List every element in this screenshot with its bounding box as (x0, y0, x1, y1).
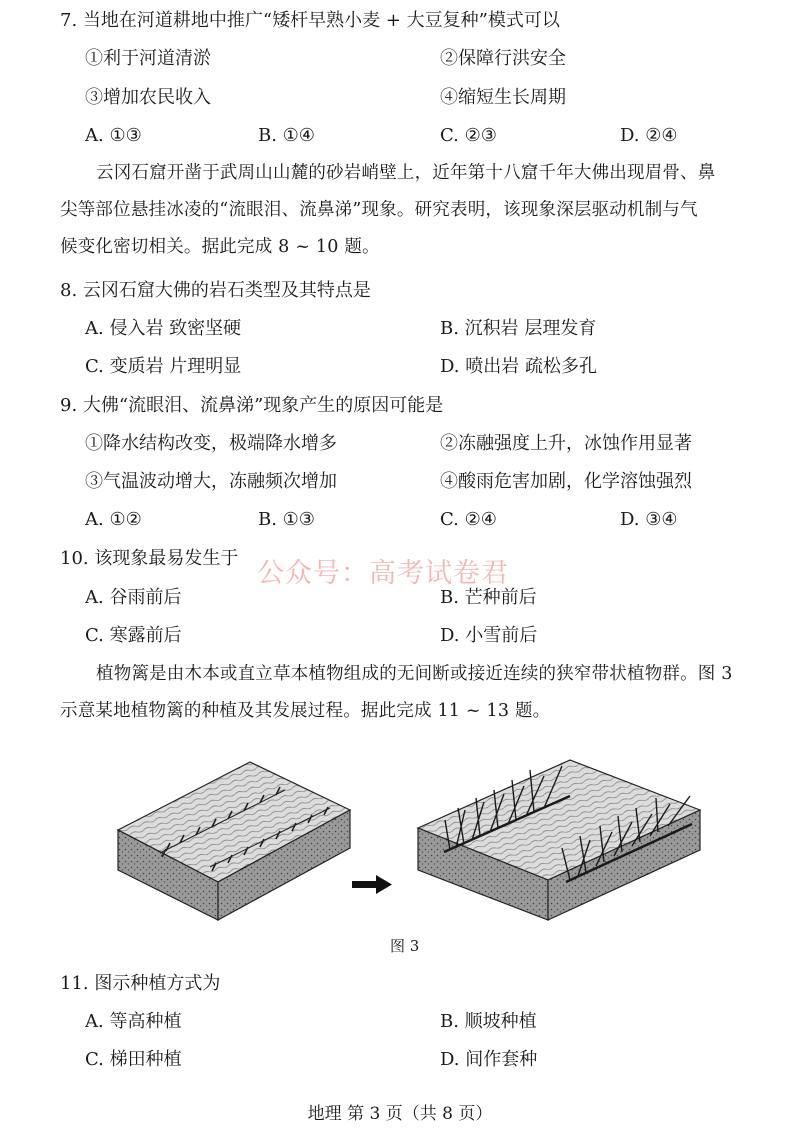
q11-option-d: D. 间作套种 (440, 1049, 538, 1070)
q8-option-a: A. 侵入岩 致密坚硬 (85, 318, 242, 339)
q10-option-d: D. 小雪前后 (440, 625, 538, 646)
block-diagram-initial (118, 762, 350, 920)
q9-stem: 9. 大佛“流眼泪、流鼻涕”现象产生的原因可能是 (60, 395, 444, 416)
q7-option-a: A. ①③ (85, 125, 142, 146)
passage-hedgerow (60, 656, 760, 730)
q11-option-a: A. 等高种植 (85, 1011, 182, 1032)
q9-option-d: D. ③④ (620, 509, 678, 530)
q7-option-c: C. ②③ (440, 125, 497, 146)
q9-statement-4: ④酸雨危害加剧，化学溶蚀强烈 (440, 471, 692, 492)
q7-option-b: B. ①④ (258, 125, 315, 146)
q7-statement-2: ②保障行洪安全 (440, 48, 566, 69)
q10-option-b: B. 芒种前后 (440, 587, 537, 608)
q7-option-d: D. ②④ (620, 125, 678, 146)
q11-option-b: B. 顺坡种植 (440, 1011, 537, 1032)
passage-line: 云冈石窟开凿于武周山山麓的砂岩峭壁上，近年第十八窟千年大佛出现眉骨、鼻 (96, 163, 716, 183)
q8-stem: 8. 云冈石窟大佛的岩石类型及其特点是 (60, 280, 371, 301)
q9-option-a: A. ①② (85, 509, 142, 530)
q10-option-a: A. 谷雨前后 (85, 587, 182, 608)
q7-statement-1: ①利于河道清淤 (85, 48, 211, 69)
block-diagram-developed (418, 760, 700, 920)
passage-line: 植物篱是由木本或直立草本植物组成的无间断或接近连续的狭窄带状植物群。图 3 (96, 664, 733, 684)
q11-option-c: C. 梯田种植 (85, 1049, 182, 1070)
passage-line: 示意某地植物篱的种植及其发展过程。据此完成 11 ~ 13 题。 (60, 701, 551, 721)
q7-statement-4: ④缩短生长周期 (440, 87, 566, 108)
figure-caption: 图 3 (390, 937, 420, 955)
q8-option-c: C. 变质岩 片理明显 (85, 356, 242, 377)
q9-statement-2: ②冻融强度上升，冰蚀作用显著 (440, 433, 692, 454)
q10-stem: 10. 该现象最易发生于 (60, 548, 239, 569)
arrow-right-icon (352, 875, 392, 894)
q9-option-c: C. ②④ (440, 509, 497, 530)
page-footer: 地理 第 3 页（共 8 页） (307, 1104, 493, 1124)
passage-line: 候变化密切相关。据此完成 8 ~ 10 题。 (60, 237, 380, 257)
q8-option-d: D. 喷出岩 疏松多孔 (440, 356, 597, 377)
passage-yungang (60, 155, 760, 266)
q9-statement-3: ③气温波动增大，冻融频次增加 (85, 471, 337, 492)
q8-option-b: B. 沉积岩 层理发育 (440, 318, 597, 339)
passage-line: 尖等部位悬挂冰凌的“流眼泪、流鼻涕”现象。研究表明，该现象深层驱动机制与气 (60, 200, 698, 220)
q9-statement-1: ①降水结构改变，极端降水增多 (85, 433, 337, 454)
q11-stem: 11. 图示种植方式为 (60, 973, 221, 994)
q10-option-c: C. 寒露前后 (85, 625, 182, 646)
q7-stem: 7. 当地在河道耕地中推广“矮杆早熟小麦 + 大豆复种”模式可以 (60, 10, 560, 31)
q7-statement-3: ③增加农民收入 (85, 87, 211, 108)
q9-option-b: B. ①③ (258, 509, 315, 530)
figure-3-diagram (100, 740, 710, 925)
watermark: 公众号：高考试卷君 (257, 558, 509, 589)
